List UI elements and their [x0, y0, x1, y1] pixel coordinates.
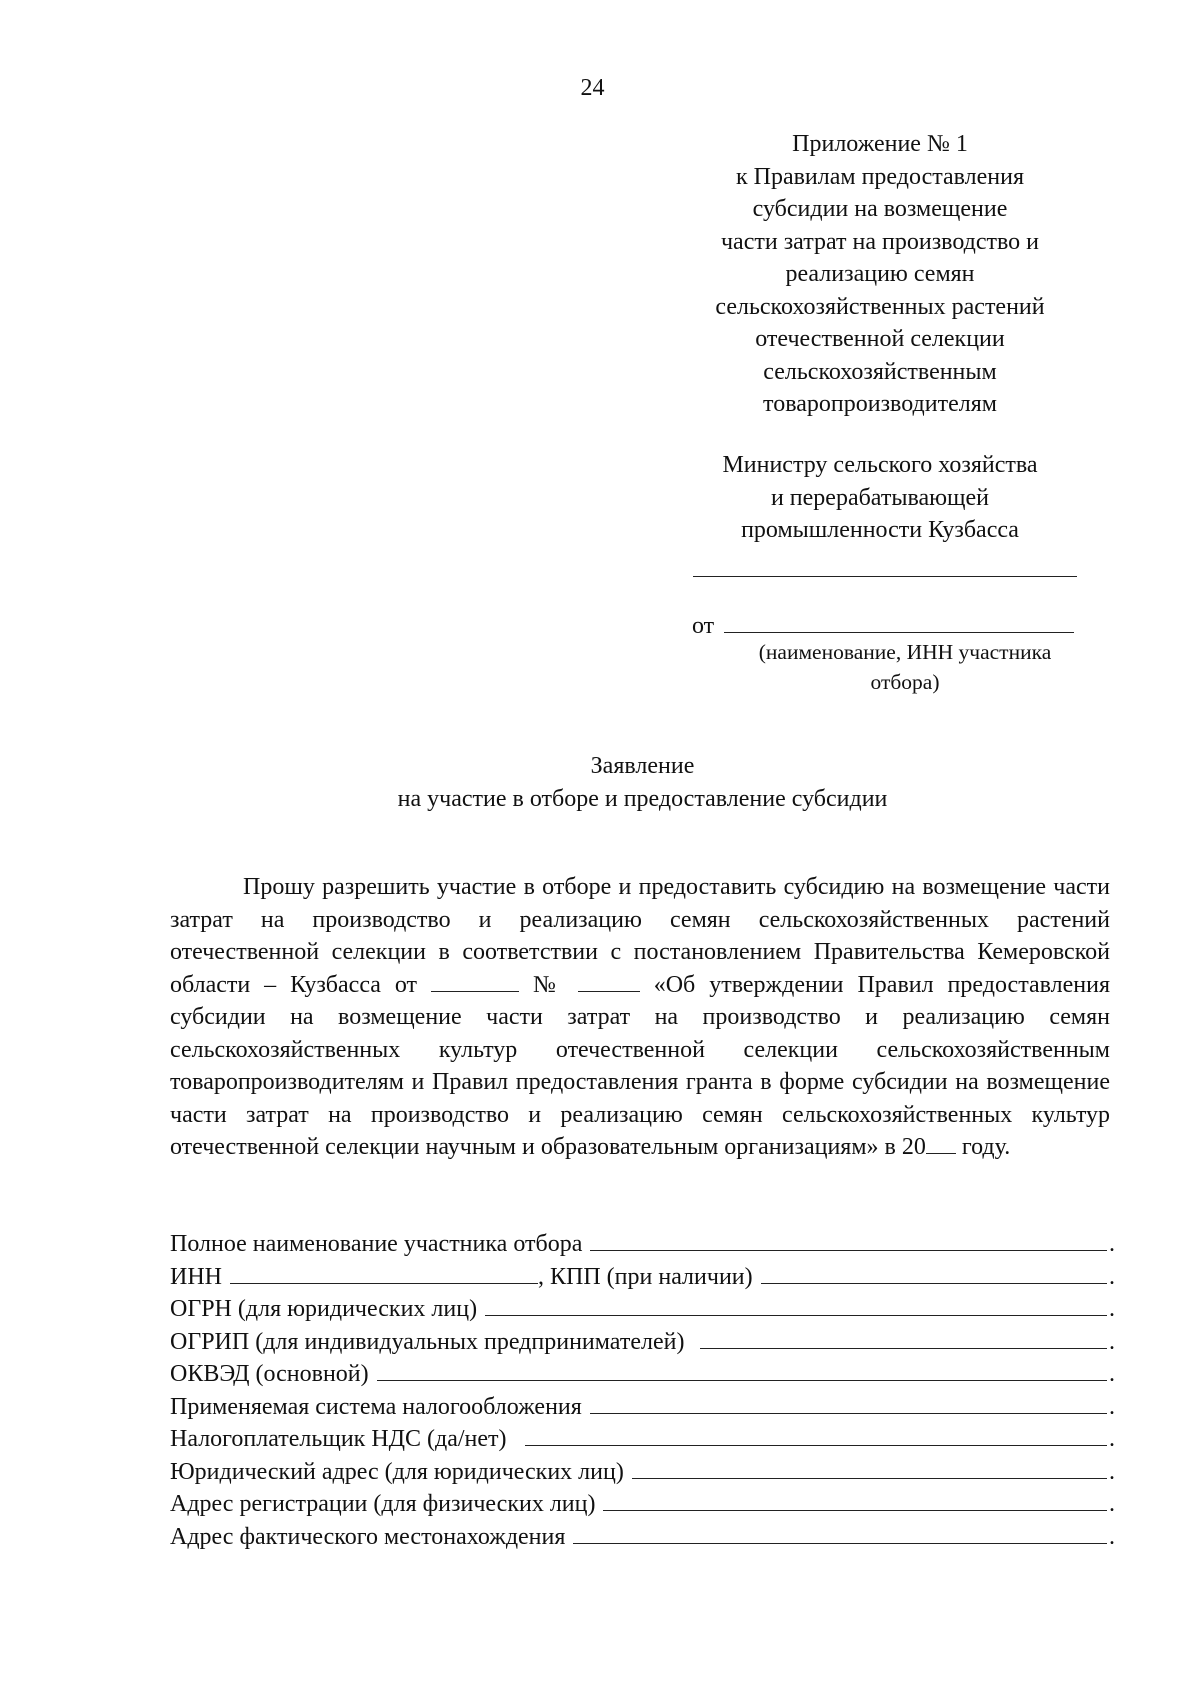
field-label: ОГРН (для юридических лиц): [170, 1296, 478, 1322]
appendix-line: части затрат на производство и: [720, 228, 1040, 255]
field-label: Юридический адрес (для юридических лиц): [170, 1458, 624, 1485]
field-label: ИНН: [170, 1263, 222, 1290]
appendix-line: сельскохозяйственных растений: [715, 293, 1045, 320]
addressee-line: Министру сельского хозяйства: [722, 452, 1038, 478]
field-label: Применяемая система налогообложения: [170, 1393, 582, 1420]
appendix-line: сельскохозяйственным: [763, 358, 997, 385]
vat-payer-input-line[interactable]: [525, 1423, 1107, 1446]
year-blank[interactable]: [926, 1131, 956, 1154]
field-period: .: [1109, 1426, 1115, 1452]
kpp-input-line[interactable]: [761, 1261, 1107, 1284]
field-ogrn: [170, 1293, 1115, 1326]
field-ogrip: [170, 1326, 1115, 1359]
field-label: , КПП (при наличии): [538, 1263, 753, 1290]
from-caption-line: (наименование, ИНН участника: [758, 640, 1052, 664]
field-label: Адрес фактического местонахождения: [170, 1523, 566, 1550]
from-caption-line: отбора): [870, 670, 940, 694]
field-period: .: [1109, 1491, 1115, 1517]
addressee-line: и перерабатывающей: [770, 484, 990, 511]
field-label: ОГРИП (для индивидуальных предпринимателей): [170, 1328, 685, 1355]
appendix-line: реализацию семян: [785, 261, 975, 287]
appendix-header: [670, 128, 1090, 421]
field-period: .: [1109, 1393, 1115, 1420]
field-label: ОКВЭД (основной): [170, 1361, 369, 1387]
field-period: .: [1109, 1263, 1115, 1290]
actual-address-input-line[interactable]: [573, 1521, 1107, 1544]
body-text-part3: году.: [961, 1134, 1011, 1160]
field-period: .: [1109, 1231, 1115, 1257]
inn-input-line[interactable]: [230, 1261, 538, 1284]
from-input-line[interactable]: [724, 607, 1074, 633]
page-number: 24: [580, 75, 605, 101]
statement-paragraph: [170, 871, 1110, 1164]
ogrn-input-line[interactable]: [485, 1293, 1107, 1316]
okved-input-line[interactable]: [377, 1358, 1107, 1381]
field-vat-payer: [170, 1423, 1115, 1456]
field-period: .: [1109, 1328, 1115, 1355]
appendix-line: Приложение № 1: [792, 131, 968, 157]
appendix-line: к Правилам предоставления: [735, 163, 1025, 190]
from-caption: [720, 637, 1090, 697]
statement-title-block: [0, 750, 1200, 815]
appendix-line: субсидии на возмещение: [752, 196, 1008, 222]
field-full-name: [170, 1228, 1115, 1261]
appendix-line: товаропроизводителям: [763, 391, 997, 417]
body-text-part2: «Об утверждении Правил предоставления субсидии на возмещение части затрат на производство и реализацию семян сельскохозяйственных культур отечественной селекции сельскохозяйственным товаропроизводителям и Правил предоставления гранта в форме субсидии на возмещение части затрат на производство и реализацию семян сельскохозяйственных культур отечественной селекции научным и образовательным организациям» в 20: [170, 971, 1111, 1160]
field-actual-address: [170, 1521, 1115, 1554]
field-legal-address: [170, 1456, 1115, 1489]
statement-title: Заявление: [590, 753, 695, 779]
field-okved: [170, 1358, 1115, 1391]
field-period: .: [1109, 1523, 1115, 1550]
statement-subtitle: на участие в отборе и предоставление субсидии: [397, 785, 888, 812]
participant-fields: [170, 1228, 1115, 1553]
resolution-number-blank[interactable]: [578, 969, 640, 992]
field-period: .: [1109, 1296, 1115, 1322]
statement-body: [170, 871, 1110, 1164]
tax-system-input-line[interactable]: [590, 1391, 1107, 1414]
full-name-input-line[interactable]: [590, 1228, 1107, 1251]
field-registration-address: [170, 1488, 1115, 1521]
field-label: Полное наименование участника отбора: [170, 1231, 583, 1257]
appendix-line: отечественной селекции: [755, 326, 1005, 352]
addressee-line: промышленности Кузбасса: [741, 517, 1019, 543]
resolution-date-blank[interactable]: [431, 969, 519, 992]
field-period: .: [1109, 1458, 1115, 1485]
from-label: от: [692, 613, 715, 639]
field-tax-system: [170, 1391, 1115, 1424]
official-name-line[interactable]: [693, 576, 1077, 577]
field-label: Адрес регистрации (для физических лиц): [170, 1491, 596, 1517]
field-label: Налогоплательщик НДС (да/нет): [170, 1426, 507, 1452]
number-sign: №: [532, 971, 564, 998]
field-period: .: [1109, 1361, 1115, 1387]
addressee-block: [670, 449, 1090, 547]
legal-address-input-line[interactable]: [632, 1456, 1107, 1479]
ogrip-input-line[interactable]: [700, 1326, 1107, 1349]
field-inn-kpp: [170, 1261, 1115, 1294]
body-text-part1: Прошу разрешить участие в отборе и предоставить субсидию на возмещение части затрат на производство и реализацию семян сельскохозяйственных растений отечественной селекции в соответствии с постановлением Правительства Кемеровской области – Кузбасса от: [170, 874, 1110, 998]
registration-address-input-line[interactable]: [603, 1488, 1107, 1511]
